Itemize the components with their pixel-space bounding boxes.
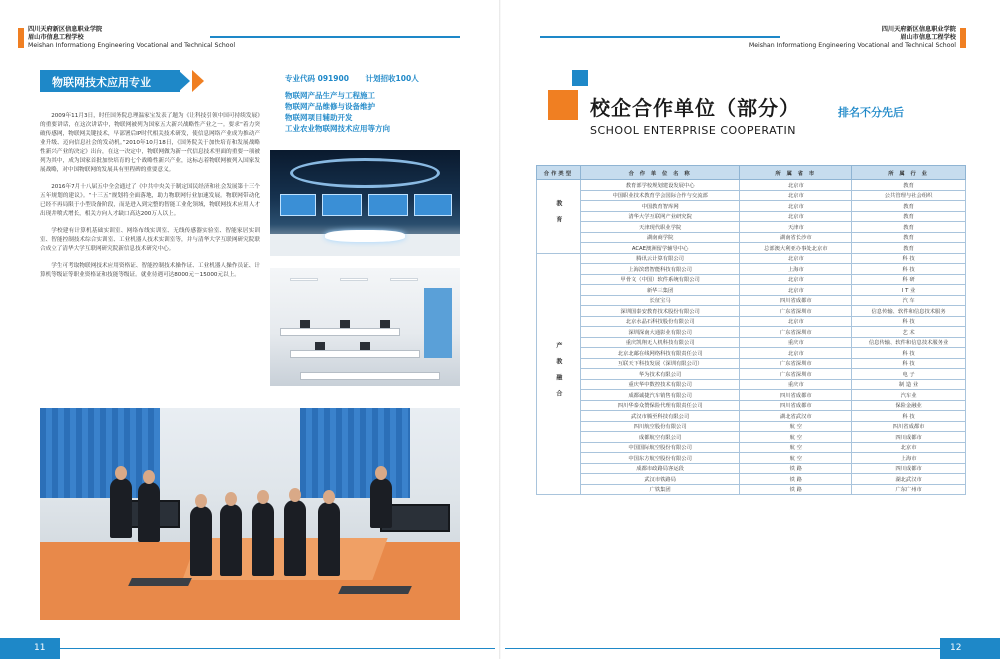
table-row <box>537 369 966 380</box>
header-rule-right <box>540 36 780 38</box>
header-name: 合 作 单 位 名 称 <box>580 166 740 180</box>
name-cell: 成都市政路局客运段 <box>580 463 740 474</box>
city-cell: 天津市 <box>740 222 852 233</box>
industry-cell: 科 研 <box>852 274 966 285</box>
name-cell: 重庆华中数控技术有限公司 <box>580 379 740 390</box>
arrow-icon-orange <box>192 70 204 92</box>
direction-item: 工业农业物联网技术应用等方向 <box>285 124 390 133</box>
footer-rule-left <box>60 648 495 649</box>
table-row <box>537 348 966 359</box>
table-row <box>537 379 966 390</box>
partners-table <box>536 165 966 495</box>
major-info <box>285 73 485 134</box>
industry-cell: 四川成都市 <box>852 432 966 443</box>
industry-cell: 教育 <box>852 232 966 243</box>
table-row <box>537 358 966 369</box>
name-cell: 四川华泰众赞保险代理有限责任公司 <box>580 400 740 411</box>
city-cell: 北京市 <box>740 316 852 327</box>
school-name-en: Meishan Informationg Engineering Vocational and Technical School <box>748 42 956 49</box>
enrollment-plan: 计划招收100人 <box>365 74 419 83</box>
industry-cell: 汽 车 <box>852 295 966 306</box>
name-cell: 互联天下科技发展（深圳有限公司） <box>580 358 740 369</box>
header-industry: 所 属 行 业 <box>852 166 966 180</box>
right-header <box>749 26 966 50</box>
city-cell: 北京市 <box>740 253 852 264</box>
name-cell: 北京水晶石科技股份有限公司 <box>580 316 740 327</box>
footer-rule-right <box>505 648 940 649</box>
name-cell: 中国教育智库网 <box>580 201 740 212</box>
name-cell: 长征宝马 <box>580 295 740 306</box>
name-cell: 北京北邮在线网络科技有限责任公司 <box>580 348 740 359</box>
school-name-cn: 四川天府新区信息职业学院 <box>28 26 103 33</box>
page-title-en: SCHOOL ENTERPRISE COOPERATIN <box>590 124 796 137</box>
name-cell: 武汉市腾至科技有限公司 <box>580 411 740 422</box>
table-row <box>537 295 966 306</box>
table-row <box>537 285 966 296</box>
industry-cell: 湖北武汉市 <box>852 474 966 485</box>
name-cell: 腾讯云计算有限公司 <box>580 253 740 264</box>
name-cell: 中国国际航空股份有限公司 <box>580 442 740 453</box>
industry-cell: 艺 术 <box>852 327 966 338</box>
city-cell: 四川省成都市 <box>740 295 852 306</box>
industry-cell: 科 技 <box>852 411 966 422</box>
city-cell: 北京市 <box>740 201 852 212</box>
industry-cell: 公共管理与社会组织 <box>852 190 966 201</box>
page-number-right-box <box>940 638 1000 659</box>
city-cell: 四川省成都市 <box>740 390 852 401</box>
category-cell: 教育 <box>537 180 581 254</box>
city-cell: 重庆市 <box>740 379 852 390</box>
paragraph: 2009年11月3日，时任国务院总理温家宝发表了题为《让科技引领中国可持续发展》的重要讲话，在这次讲话中，物联网被列为国家五大新兴战略性产业之一。要求“着力突破传感网，物联网关键技术，早部署后IP时代相关技术研发，使信息网络产业成为推动产业升级、迈向信息社会的发动机。”2010年10月18日，《国务院关于加快培育和发展战略性新兴产业的决定》出台，在这一决定中，物联网做为新一代信息技术里面的重要一项被列为其中，成为国家首批加快培育的七个战略性新兴产业，这标志着物联网被列入国家发展战略，对中国物联网的发展具有里程碑的重要意义。 <box>40 113 260 173</box>
industry-cell: 科 技 <box>852 264 966 275</box>
name-cell: 成都航空有限公司 <box>580 432 740 443</box>
industry-cell: 保险金融业 <box>852 400 966 411</box>
table-row <box>537 190 966 201</box>
table-row <box>537 432 966 443</box>
table-row <box>537 232 966 243</box>
table-row <box>537 180 966 191</box>
city-cell: 广东省深圳市 <box>740 327 852 338</box>
direction-item: 物联网产品维修与设备维护 <box>285 102 375 111</box>
table-row <box>537 222 966 233</box>
table-row <box>537 484 966 495</box>
name-cell: 中国职业技术教育学会国际合作与交流部 <box>580 190 740 201</box>
direction-item: 物联网产品生产与工程施工 <box>285 91 375 100</box>
square-icon-orange <box>548 90 578 120</box>
school-name-cn: 四川天府新区信息职业学院 <box>881 26 956 33</box>
table-row <box>537 253 966 264</box>
industry-cell: 上海市 <box>852 453 966 464</box>
name-cell: 天津现代职业学院 <box>580 222 740 233</box>
page-subtitle: 排名不分先后 <box>838 106 904 119</box>
city-cell: 北京市 <box>740 190 852 201</box>
city-cell: 航 空 <box>740 421 852 432</box>
table-row <box>537 243 966 254</box>
city-cell: 广东省深圳市 <box>740 306 852 317</box>
city-cell: 铁 路 <box>740 484 852 495</box>
name-cell: 上海滨碧智能科技有限公司 <box>580 264 740 275</box>
major-code: 专业代码 091900 <box>285 74 349 83</box>
industry-cell: 北京市 <box>852 442 966 453</box>
name-cell: 成都诚捷汽车销售有限公司 <box>580 390 740 401</box>
name-cell: 清华大学互联网产业研究院 <box>580 211 740 222</box>
table-row <box>537 264 966 275</box>
industry-cell: 电 子 <box>852 369 966 380</box>
industry-cell: 信息传输、软件和信息技术服务 <box>852 306 966 317</box>
city-cell: 航 空 <box>740 453 852 464</box>
city-cell: 北京市 <box>740 285 852 296</box>
table-row <box>537 327 966 338</box>
photo-smart-lab <box>270 150 460 256</box>
page-number-left-box <box>0 638 60 659</box>
page-gutter <box>499 0 501 659</box>
table-row <box>537 274 966 285</box>
table-row <box>537 316 966 327</box>
header-city: 所 属 省 市 <box>740 166 852 180</box>
school-name-cn-alt: 眉山市信息工程学校 <box>28 34 84 41</box>
industry-cell: 科 技 <box>852 316 966 327</box>
table-header-row <box>537 166 966 180</box>
photo-students-lab <box>40 408 460 620</box>
city-cell: 北京市 <box>740 180 852 191</box>
city-cell: 铁 路 <box>740 474 852 485</box>
industry-cell: 科 技 <box>852 348 966 359</box>
industry-cell: 制 造 业 <box>852 379 966 390</box>
name-cell: 四川航空股份有限公司 <box>580 421 740 432</box>
industry-cell: 四川省成都市 <box>852 421 966 432</box>
header-rule-left <box>210 36 460 38</box>
body-text <box>40 112 260 288</box>
city-cell: 湖南省长沙市 <box>740 232 852 243</box>
table-row <box>537 400 966 411</box>
city-cell: 铁 路 <box>740 463 852 474</box>
industry-cell: 教育 <box>852 222 966 233</box>
name-cell: 教育部学校规划建设发展中心 <box>580 180 740 191</box>
name-cell: 武汉市铁路局 <box>580 474 740 485</box>
header-type: 合作类型 <box>537 166 581 180</box>
header-mark-right <box>960 28 966 48</box>
industry-cell: 汽车业 <box>852 390 966 401</box>
city-cell: 北京市 <box>740 211 852 222</box>
photo-training-room <box>270 268 460 386</box>
city-cell: 总部澳大利亚办事处北京市 <box>740 243 852 254</box>
category-cell: 产教融合 <box>537 253 581 495</box>
table-row <box>537 390 966 401</box>
name-cell: 重庆凯翔无人机科技有限公司 <box>580 337 740 348</box>
school-name-cn-alt: 眉山市信息工程学校 <box>900 34 956 41</box>
name-cell: 广铁集团 <box>580 484 740 495</box>
city-cell: 广东省深圳市 <box>740 369 852 380</box>
city-cell: 四川省成都市 <box>740 400 852 411</box>
city-cell: 广东省深圳市 <box>740 358 852 369</box>
paragraph: 2016年7月十八届五中全会通过了《中共中央关于制定国民经济和社会发展第十三个五年规划的建议》。“十三五”规划将全面落地，助力物联网行业加速发展。物联网带动化已经不再局限于小型设备阶段，而是进入到完整的智能工业化领域，物联网技术应用人才出现井喷式增长，相关方向人才缺口高达200万人以上。 <box>40 184 260 217</box>
industry-cell: 教育 <box>852 211 966 222</box>
city-cell: 重庆市 <box>740 337 852 348</box>
direction-item: 物联网项目辅助开发 <box>285 113 353 122</box>
table-row <box>537 337 966 348</box>
industry-cell: 信息传输、软件和信息技术服务业 <box>852 337 966 348</box>
city-cell: 湖北省武汉市 <box>740 411 852 422</box>
city-cell: 上海市 <box>740 264 852 275</box>
table-row <box>537 306 966 317</box>
name-cell: 甲骨文（中国）软件系统有限公司 <box>580 274 740 285</box>
table-row <box>537 474 966 485</box>
industry-cell: 教育 <box>852 243 966 254</box>
industry-cell: 四川成都市 <box>852 463 966 474</box>
industry-cell: 广东广州市 <box>852 484 966 495</box>
arrow-icon <box>178 70 190 92</box>
page-title: 校企合作单位（部分） <box>590 96 800 120</box>
city-cell: 北京市 <box>740 348 852 359</box>
table-row <box>537 442 966 453</box>
name-cell: 深圳国泰安教育技术股份有限公司 <box>580 306 740 317</box>
square-icon-blue <box>572 70 588 86</box>
table-row <box>537 411 966 422</box>
name-cell: ACAE澳洲留学辅导中心 <box>580 243 740 254</box>
name-cell: 中国东方航空股份有限公司 <box>580 453 740 464</box>
page-number-left: 11 <box>34 643 46 653</box>
table-row <box>537 453 966 464</box>
table-row <box>537 421 966 432</box>
header-mark-left <box>18 28 24 48</box>
name-cell: 新华三集团 <box>580 285 740 296</box>
table-row <box>537 463 966 474</box>
page-number-right: 12 <box>950 643 962 653</box>
industry-cell: 教育 <box>852 201 966 212</box>
school-name-en: Meishan Informationg Engineering Vocational and Technical School <box>28 42 236 49</box>
left-header <box>18 26 235 50</box>
industry-cell: 教育 <box>852 180 966 191</box>
city-cell: 北京市 <box>740 274 852 285</box>
section-title-tag <box>40 70 200 92</box>
name-cell: 深圳深南大通影业有限公司 <box>580 327 740 338</box>
table-row <box>537 201 966 212</box>
paragraph: 学校建有计算机基础实训室、网络布线实训室、无线传感器实验室、智能家居实训室、智能控制技术综合实训室、工业机器人技术实训室等，并与清华大学互联网研究院联合成立了清华大学互联网研究院新信息技术研究中心。 <box>40 228 260 252</box>
industry-cell: 科 技 <box>852 358 966 369</box>
section-title: 物联网技术应用专业 <box>52 76 151 89</box>
table-body <box>537 180 966 495</box>
paragraph: 学生可考取物联网技术应用资格证、智能控制技术操作证、工业机器人操作员证、计算机等级证等职业资格证和技能等级证。就业待遇可达8000元－15000元以上。 <box>40 263 260 278</box>
industry-cell: 科 技 <box>852 253 966 264</box>
city-cell: 航 空 <box>740 432 852 443</box>
industry-cell: I T 业 <box>852 285 966 296</box>
city-cell: 航 空 <box>740 442 852 453</box>
name-cell: 华为技术有限公司 <box>580 369 740 380</box>
name-cell: 湖南商学院 <box>580 232 740 243</box>
table-row <box>537 211 966 222</box>
